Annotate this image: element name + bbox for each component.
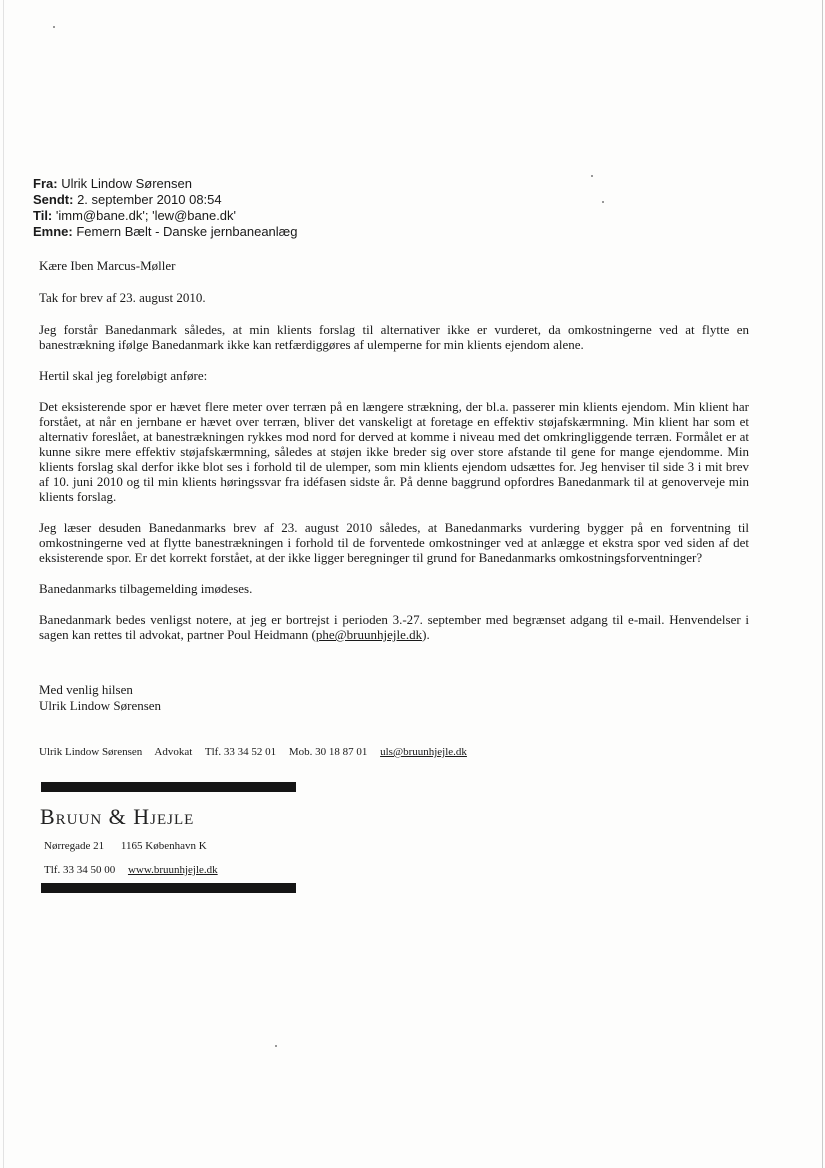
scan-speck — [602, 201, 604, 203]
paragraph-5: Banedanmarks tilbagemelding imødeses. — [39, 581, 253, 596]
signature-title: Advokat — [154, 746, 193, 758]
paragraph-2: Hertil skal jeg foreløbigt anføre: — [39, 368, 208, 383]
paragraph-6-text: Banedanmark bedes venligst notere, at jeg er bortrejst i perioden 3.-27. september med begrænset adgang til e-mail. Henvendelser i sagen kan rettes til advokat, partner Poul Heidmann ( — [39, 612, 749, 642]
letterhead-bar-top — [41, 782, 296, 792]
letterhead-bar-bottom — [41, 883, 296, 893]
paragraph-3: Det eksisterende spor er hævet flere meter over terræn på en længere strækning, der bl.a. passerer min klients ejendom. Min klient har forstået, at når en jernbane er hævet over terræn, bliver det vanskeligt at foretage en effektiv støjafskærmning. Min klient har som et alternativ foreslået, at banestrækningen rykkes mod nord for derved at komme i niveau med det omkringliggende terræn. Formålet er at kunne sikre mere effektiv støjafskærmning, således at støjen ikke breder sig over store afstande til gene for mange ejendomme. Min klients forslag skal derfor ikke blot ses i forhold til de ulemper, som min klients ejendom udsættes for. Jeg henviser til side 3 i mit brev af 10. juni 2010 og til min klients høringssvar fra idéfasen sidste år. På denne baggrund opfordres Banedanmark til at genoverveje min klients forslag. — [39, 399, 749, 504]
scan-edge-left — [3, 0, 4, 1168]
to-value: 'imm@bane.dk'; 'lew@bane.dk' — [55, 208, 237, 223]
from-label: Fra: — [33, 176, 58, 191]
firm-logo-text: Bruun & Hjejle — [40, 804, 195, 829]
firm-city: 1165 København K — [120, 840, 207, 852]
sent-row — [33, 192, 297, 208]
scan-speck — [591, 175, 593, 177]
paragraph-4: Jeg læser desuden Banedanmarks brev af 23. august 2010 således, at Banedanmarks vurdering bygger på en forventning til omkostningerne ved at flytte banestrækningen i forhold til de forventede omkostninger ved at anlægge et ekstra spor ved siden af det eksisterende spor. Er det korrekt forstået, at der ikke ligger beregninger til grund for Banedanmarks omkostningsforventninger? — [39, 520, 749, 565]
email-link[interactable]: phe@bruunhjejle.dk — [315, 627, 423, 642]
paragraph-6-end: ). — [422, 627, 430, 642]
sent-label: Sendt: — [33, 192, 74, 207]
signature-line — [39, 746, 477, 758]
to-label: Til: — [33, 208, 53, 223]
signature-phone: Tlf. 33 34 52 01 — [204, 746, 277, 758]
closing-name: Ulrik Lindow Sørensen — [39, 698, 162, 713]
firm-address — [44, 840, 221, 852]
closing-greeting: Med venlig hilsen — [39, 682, 133, 697]
subject-label: Emne: — [33, 224, 73, 239]
firm-street: Nørregade 21 — [44, 840, 105, 852]
signature-name: Ulrik Lindow Sørensen — [39, 746, 143, 758]
signature-email-link[interactable]: uls@bruunhjejle.dk — [380, 746, 467, 758]
scan-edge-right — [822, 0, 823, 1168]
from-row — [33, 176, 297, 192]
from-value: Ulrik Lindow Sørensen — [61, 176, 192, 191]
subject-row — [33, 224, 297, 240]
letter-body — [39, 258, 749, 658]
salutation: Kære Iben Marcus-Møller — [39, 258, 176, 273]
subject-value: Femern Bælt - Danske jernbaneanlæg — [76, 224, 298, 239]
thanks-line: Tak for brev af 23. august 2010. — [39, 290, 206, 305]
closing-block — [39, 682, 161, 714]
signature-mobile: Mob. 30 18 87 01 — [288, 746, 368, 758]
email-header — [33, 176, 297, 240]
scan-speck — [275, 1045, 277, 1047]
scan-speck — [53, 26, 55, 28]
firm-phone: Tlf. 33 34 50 00 — [44, 864, 116, 876]
to-row — [33, 208, 297, 224]
paragraph-1: Jeg forstår Banedanmark således, at min klients forslag til alternativer ikke er vurderet, da omkostningerne ved at flytte en banestrækning ifølge Banedanmark ikke kan retfærdiggøres af ulemperne for min klients ejendom alene. — [39, 322, 749, 352]
paragraph-6 — [39, 612, 749, 642]
sent-value: 2. september 2010 08:54 — [77, 192, 222, 207]
firm-website-link[interactable]: www.bruunhjejle.dk — [127, 864, 218, 876]
firm-contact — [44, 864, 228, 876]
